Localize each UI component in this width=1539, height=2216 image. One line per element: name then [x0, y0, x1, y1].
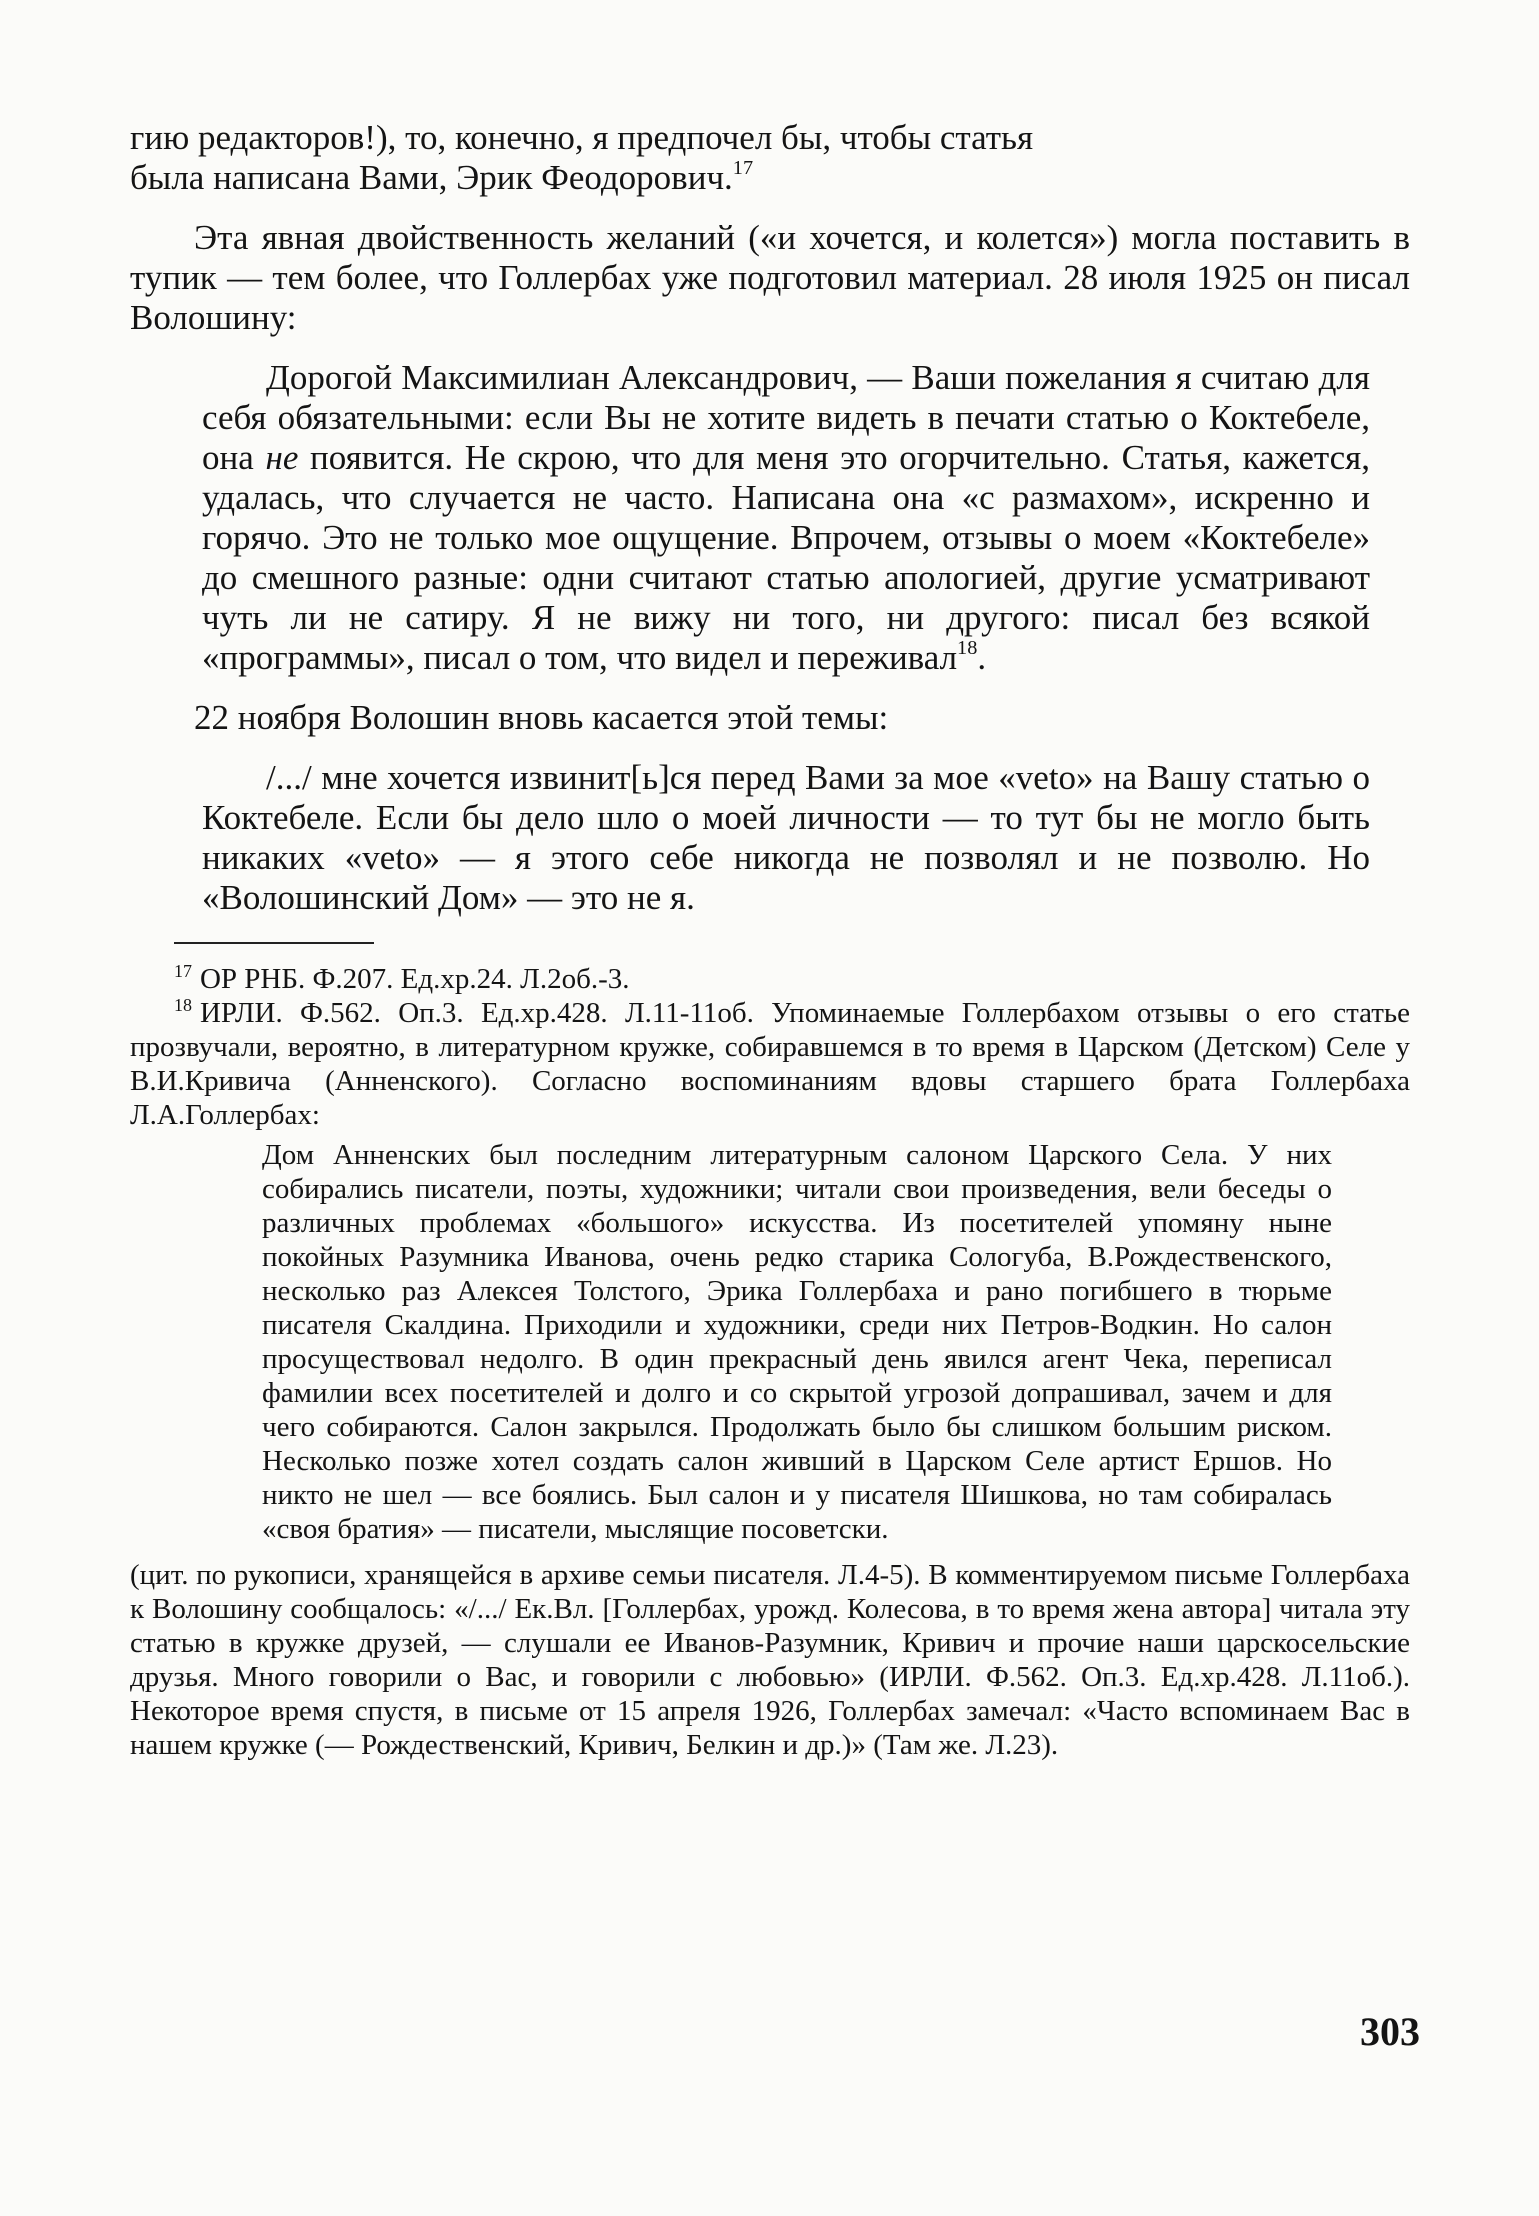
- footnote-18: [130, 996, 1410, 1132]
- footnote-18-number: 18: [174, 995, 192, 1016]
- footnote-separator: [174, 942, 374, 944]
- footnote-18-continuation: (цит. по рукописи, хранящейся в архиве семьи писателя. Л.4-5). В комментируемом письме Голлербаха к Волошину сообщалось: «/.../ Ек.Вл. [Голлербах, урожд. Колесова, в то время жена автора] читала эту статью в кружке друзей, — слушали ее Иванов-Разумник, Кривич и прочие наши царскосельские друзья. Много говорили о Вас, и говорили с любовью» (ИРЛИ. Ф.562. Оп.3. Ед.хр.428. Л.11об.). Некоторое время спустя, в письме от 15 апреля 1926, Голлербах замечал: «Часто вспоминаем Вас в нашем кружке (— Рождественский, Кривич, Белкин и др.)» (Там же. Л.23).: [130, 1559, 1410, 1761]
- quote-gollerbach-letter: [202, 358, 1370, 678]
- quote-part-1: Дорогой Максимилиан Александрович, — Ваши пожелания я считаю для себя обязательными: если Вы не хотите видеть в печати статью о Коктебеле, она: [202, 358, 1370, 477]
- footnote-ref-18: 18: [957, 636, 978, 659]
- footnote-17-number: 17: [174, 961, 192, 982]
- main-text: [130, 118, 1410, 1762]
- continuation-line-1: гию редакторов!), то, конечно, я предпочел бы, чтобы статья: [130, 118, 1034, 157]
- quote-emphasis: не: [265, 438, 299, 477]
- footnote-ref-17: 17: [732, 156, 754, 179]
- footnote-17-text: ОР РНБ. Ф.207. Ед.хр.24. Л.2об.-3.: [199, 963, 630, 995]
- paragraph-voloshin: 22 ноября Волошин вновь касается этой темы:: [194, 698, 889, 737]
- footnote-18-quote: Дом Анненских был последним литературным салоном Царского Села. У них собирались писатели, поэты, художники; читали свои произведения, вели беседы о различных проблемах «большого» искусства. Из посетителей упомяну ныне покойных Разумника Иванова, очень редко старика Сологуба, В.Рождественского, несколько раз Алексея Толстого, Эрика Голлербаха и рано погибшего в тюрьме писателя Скалдина. Приходили и художники, среди них Петров-Водкин. Но салон просуществовал недолго. В один прекрасный день явился агент Чека, переписал фамилии всех посетителей и долго и со скрытой угрозой допрашивал, зачем и для чего собираются. Салон закрылся. Продолжать было бы слишком большим риском. Несколько позже хотел создать салон живший в Царском Селе артист Ершов. Но никто не шел — все боялись. Был салон и у писателя Шишкова, но там собиралась «своя братия» — писатели, мыслящие посоветски.: [262, 1139, 1332, 1545]
- quote-voloshin-letter: /.../ мне хочется извинит[ь]ся перед Вами за мое «veto» на Вашу статью о Коктебеле. Если бы дело шло о моей личности — то тут бы не могло быть никаких «veto» — я этого себе никогда не позволял и не позволю. Но «Волошинский Дом» — это не я.: [202, 758, 1370, 917]
- page-number: 303: [1360, 2009, 1420, 2054]
- paragraph-duality: Эта явная двойственность желаний («и хочется, и колется») могла поставить в тупик — тем более, что Голлербах уже подготовил материал. 28 июля 1925 он писал Волошину:: [130, 218, 1410, 337]
- continuation-paragraph: [130, 118, 1410, 198]
- quote-part-2: появится. Не скрою, что для меня это огорчительно. Статья, кажется, удалась, что случается не часто. Написана она «с размахом», искренно и горячо. Это не только мое ощущение. Впрочем, отзывы о моем «Коктебеле» до смешного разные: одни считают статью апологией, другие усматривают чуть ли не сатиру. Я не вижу ни того, ни другого: писал без всякой «программы», писал о том, что видел и переживал: [202, 438, 1371, 677]
- quote-end: .: [977, 638, 987, 677]
- footnote-17: [130, 962, 1410, 996]
- footnote-18-text: ИРЛИ. Ф.562. Оп.3. Ед.хр.428. Л.11-11об. Упоминаемые Голлербахом отзывы о его статье прозвучали, вероятно, в литературном кружке, собиравшемся в то время в Царском (Детском) Селе у В.И.Кривича (Анненского). Согласно воспоминаниям вдовы старшего брата Голлербаха Л.А.Голлербах:: [130, 997, 1410, 1131]
- continuation-line-2: была написана Вами, Эрик Феодорович.: [130, 158, 733, 197]
